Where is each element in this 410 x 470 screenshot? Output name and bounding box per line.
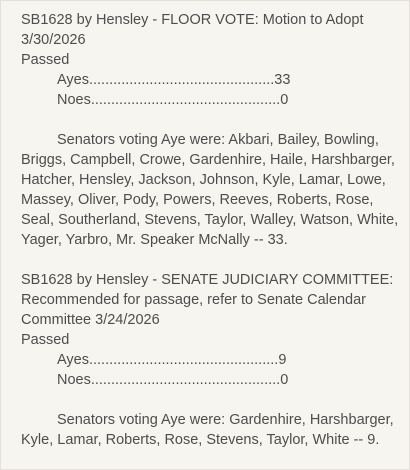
noes-count: Noes...............................................0 xyxy=(57,372,289,388)
action-date: 3/30/2026 xyxy=(21,32,86,48)
action-header: SB1628 by Hensley - FLOOR VOTE: Motion to Adopt xyxy=(21,12,364,28)
vote-action-committee xyxy=(21,270,405,450)
action-header-cont: Recommended for passage, refer to Senate Calendar xyxy=(21,292,366,308)
ayes-count: Ayes...............................................9 xyxy=(57,352,287,368)
voters-list: Senators voting Aye were: Akbari, Bailey, Bowling, Briggs, Campbell, Crowe, Gardenhire, Haile, Harshbarger, Hatcher, Hensley, Jackson, Johnson, Kyle, Lamar, Lowe, Massey, Oliver, Pody, Powers, Reeves, Roberts, Rose, Seal, Southerland, Stevens, Taylor, Walley, Watson, White, Yager, Yarbro, Mr. Speaker McNally -- 33. xyxy=(21,132,399,248)
voters-list: Senators voting Aye were: Gardenhire, Harshbarger, Kyle, Lamar, Roberts, Rose, Stevens, Taylor, White -- 9. xyxy=(21,412,394,448)
action-status: Passed xyxy=(21,332,70,348)
action-status: Passed xyxy=(21,52,70,68)
vote-action-floor xyxy=(21,10,405,250)
ayes-count: Ayes..............................................33 xyxy=(57,72,291,88)
action-date: Committee 3/24/2026 xyxy=(21,312,160,328)
noes-count: Noes...............................................0 xyxy=(57,92,289,108)
action-header: SB1628 by Hensley - SENATE JUDICIARY COMMITTEE: xyxy=(21,272,394,288)
vote-history xyxy=(21,10,405,470)
